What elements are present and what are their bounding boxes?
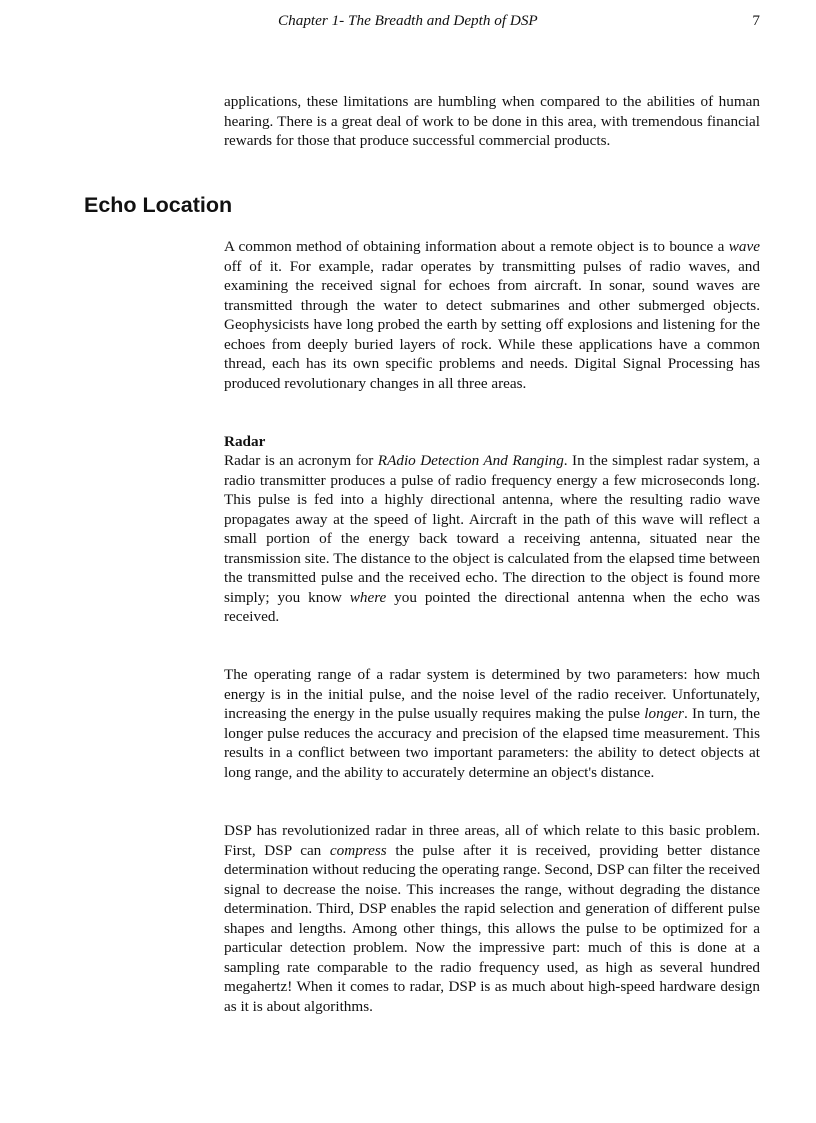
running-header: [224, 12, 760, 34]
radar-p2-text-end: . In turn, the longer pulse reduces the accuracy and precision of the elapsed time measurement. This results in a conflict between two important parameters: the ability to detect objects at long range, and the ability to accurately determine an object's distance.: [224, 705, 760, 781]
subsection-heading-radar: Radar: [224, 433, 266, 450]
emphasis-wave: wave: [728, 238, 760, 255]
intro-paragraph: [224, 92, 760, 151]
radar-paragraph-1: [224, 451, 760, 627]
emphasis-acronym: RAdio Detection And Ranging: [377, 452, 564, 469]
radar-paragraph-2: [224, 665, 760, 782]
radar-p2-text-start: The operating range of a radar system is determined by two parameters: how much energy is in the initial pulse, and the noise level of the radio receiver. Unfortunately, increasing the energy in the pulse usually requires making the pulse: [224, 666, 760, 722]
emphasis-where: where: [349, 588, 387, 606]
section-heading-echo-location: Echo Location: [84, 193, 233, 217]
intro-text: applications, these limitations are humbling when compared to the abilities of human hearing. There is a great deal of work to be done in this area, with tremendous financial rewards for those that produce successful commercial products.: [224, 93, 760, 149]
page-number: 7: [752, 12, 760, 29]
emphasis-longer: longer: [644, 705, 684, 722]
radar-p1-text-end: you pointed the directional antenna when the echo was received.: [224, 588, 760, 625]
emphasis-compress: compress: [329, 841, 387, 859]
radar-p3-text-start: DSP has revolutionized radar in three areas, all of which relate to this basic problem. First, DSP can: [224, 822, 760, 859]
echo-location-paragraph: [224, 237, 760, 393]
radar-p1-text-start: Radar is an acronym for: [224, 452, 378, 469]
radar-paragraph-3: [224, 821, 760, 1016]
echo-text-end: off of it. For example, radar operates by transmitting pulses of radio waves, and examining the received signal for echoes from aircraft. In sonar, sound waves are transmitted through the water to detect submarines and other submerged objects. Geophysicists have long probed the earth by setting off explosions and listening for the echoes from deeply buried layers of rock. While these applications have a common thread, each has its own specific problems and needs. Digital Signal Processing has produced revolutionary changes in all three areas.: [224, 257, 760, 392]
radar-p3-text-end: the pulse after it is received, providing better distance determination without reducing the operating range. Second, DSP can filter the received signal to decrease the noise. This increases the range, without degrading the distance determination. Third, DSP enables the rapid selection and generation of different pulse shapes and lengths. Among other things, this allows the pulse to be optimized for a particular detection problem. Now the impressive part: much of this is done at a sampling rate comparable to the radio frequency used, as high as several hundred megahertz! When it comes to radar, DSP is as much about high-speed hardware design as it is about algorithms.: [224, 841, 760, 1015]
echo-text-start: A common method of obtaining information about a remote object is to bounce a: [224, 238, 729, 255]
radar-p1-text-middle: . In the simplest radar system, a radio transmitter produces a pulse of radio frequency energy a few microseconds long. This pulse is fed into a highly directional antenna, where the resulting radio wave propagates away at the speed of light. Aircraft in the path of this wave will reflect a small portion of the energy back toward a receiving antenna, situated near the transmission site. The distance to the object is calculated from the elapsed time between the transmitted pulse and the received echo. The direction to the object is found more simply; you know: [224, 452, 761, 606]
chapter-title: Chapter 1- The Breadth and Depth of DSP: [278, 12, 538, 29]
